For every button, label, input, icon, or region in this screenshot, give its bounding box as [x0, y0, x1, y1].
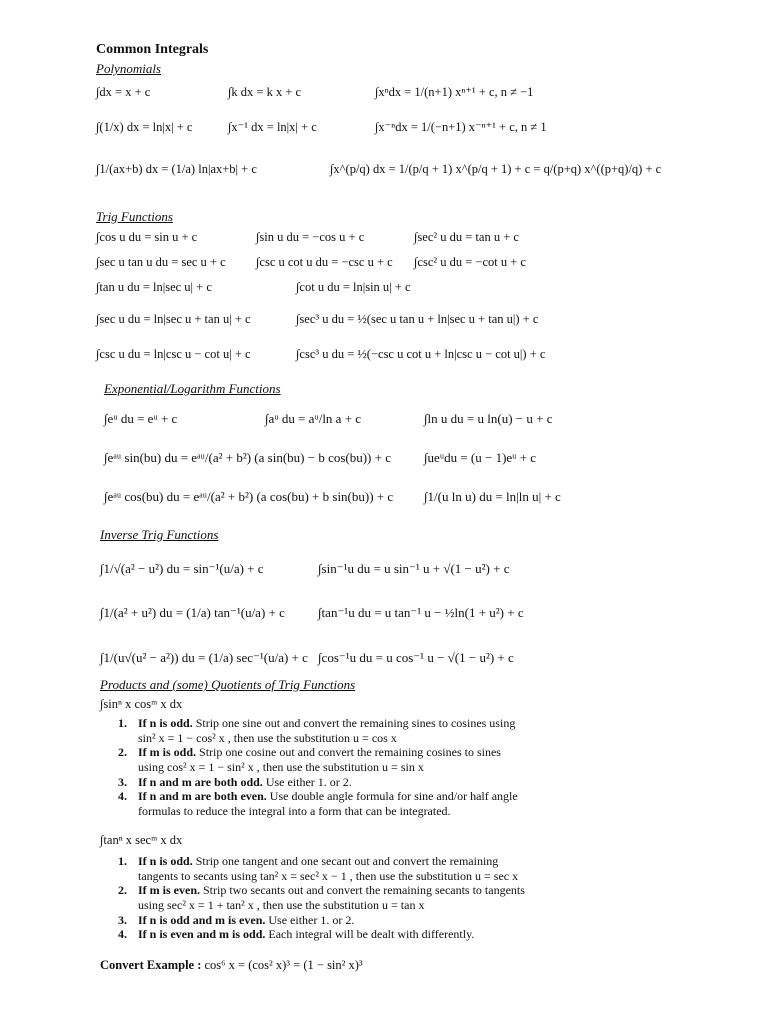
list-item: 1. If n is odd. Strip one tangent and one secant out and convert the remaining tangents to secants using tan² x = sec² x − 1 , then use the substitution u = sec x [118, 854, 519, 883]
formula: ∫cos⁻¹u du = u cos⁻¹ u − √(1 − u²) + c [318, 650, 514, 665]
page-title: Common Integrals [96, 42, 209, 57]
section-heading-explog: Exponential/Logarithm Functions [104, 381, 281, 396]
convert-example-label: Convert Example : [100, 958, 202, 972]
formula: ∫x⁻¹ dx = ln|x| + c [228, 120, 317, 134]
list-item: 4. If n and m are both even. Use double angle formula for sine and/or half angle formulas to reduce the integral into a form that can be integrated. [118, 789, 518, 818]
formula: ∫k dx = k x + c [228, 85, 302, 99]
formula: ∫csc u cot u du = −csc u + c [256, 255, 393, 269]
formula: ∫cot u du = ln|sin u| + c [296, 280, 411, 294]
formula: ∫sec u du = ln|sec u + tan u| + c [96, 312, 251, 326]
formula: ∫eᵃᵘ sin(bu) du = eᵃᵘ/(a² + b²) (a sin(bu) − b cos(bu)) + c [104, 450, 391, 465]
formula: ∫cos u du = sin u + c [96, 230, 198, 244]
formula: ∫csc³ u du = ½(−csc u cot u + ln|csc u − cot u|) + c [296, 347, 546, 361]
formula: ∫sec² u du = tan u + c [414, 230, 519, 244]
formula: ∫(1/x) dx = ln|x| + c [96, 120, 193, 134]
list-item: 2. If m is even. Strip two secants out and convert the remaining secants to tangents using sec² x = 1 + tan² x , then use the substitution u = tan x [118, 883, 525, 912]
formula: ∫csc u du = ln|csc u − cot u| + c [96, 347, 251, 361]
list-item: 3. If n is odd and m is even. Use either 1. or 2. [118, 912, 355, 927]
formula: ∫sec u tan u du = sec u + c [96, 255, 226, 269]
formula: ∫csc² u du = −cot u + c [414, 255, 526, 269]
formula: ∫x^(p/q) dx = 1/(p/q + 1) x^(p/q + 1) + c = q/(p+q) x^((p+q)/q) + c [330, 162, 662, 176]
section-heading-inverse-trig: Inverse Trig Functions [100, 527, 219, 542]
formula: ∫sec³ u du = ½(sec u tan u + ln|sec u + tan u|) + c [296, 312, 539, 326]
formula: ∫tanⁿ x secᵐ x dx [100, 833, 183, 847]
formula: ∫eᵃᵘ cos(bu) du = eᵃᵘ/(a² + b²) (a cos(bu) + b sin(bu)) + c [104, 489, 394, 504]
formula: ∫aᵘ du = aᵘ/ln a + c [265, 411, 362, 426]
formula: ∫sinⁿ x cosᵐ x dx [100, 697, 183, 711]
formula: ∫1/√(a² − u²) du = sin⁻¹(u/a) + c [100, 561, 264, 576]
formula: ∫sin u du = −cos u + c [256, 230, 365, 244]
list-item: 3. If n and m are both odd. Use either 1. or 2. [118, 774, 352, 789]
formula: ∫xⁿdx = 1/(n+1) xⁿ⁺¹ + c, n ≠ −1 [375, 85, 534, 99]
rules-list-sin-cos [118, 716, 518, 818]
formula: ∫eᵘ du = eᵘ + c [104, 411, 178, 426]
formula: ∫dx = x + c [96, 85, 151, 99]
list-item: 1. If n is odd. Strip one sine out and convert the remaining sines to cosines using sin² x = 1 − cos² x , then use the substitution u = cos x [118, 716, 516, 745]
formula: ∫1/(u ln u) du = ln|ln u| + c [424, 489, 561, 504]
formula: ∫tan u du = ln|sec u| + c [96, 280, 212, 294]
list-item: 2. If m is odd. Strip one cosine out and convert the remaining cosines to sines using cos² x = 1 − sin² x , then use the substitution u = sin x [118, 745, 501, 774]
convert-example-formula: cos⁶ x = (cos² x)³ = (1 − sin² x)³ [201, 958, 363, 972]
rules-list-tan-sec [118, 854, 525, 942]
section-heading-polynomials: Polynomials [96, 61, 161, 76]
formula: ∫sin⁻¹u du = u sin⁻¹ u + √(1 − u²) + c [318, 561, 510, 576]
formula: ∫1/(a² + u²) du = (1/a) tan⁻¹(u/a) + c [100, 605, 285, 620]
formula: ∫1/(ax+b) dx = (1/a) ln|ax+b| + c [96, 162, 257, 176]
convert-example [100, 958, 363, 973]
list-item: 4. If n is even and m is odd. Each integral will be dealt with differently. [118, 927, 475, 942]
formula: ∫1/(u√(u² − a²)) du = (1/a) sec⁻¹(u/a) + c [100, 650, 308, 665]
section-heading-trig: Trig Functions [96, 209, 173, 224]
formula: ∫ln u du = u ln(u) − u + c [424, 411, 553, 426]
formula: ∫tan⁻¹u du = u tan⁻¹ u − ½ln(1 + u²) + c [318, 605, 524, 620]
formula: ∫ueᵘdu = (u − 1)eᵘ + c [424, 450, 537, 465]
section-heading-products: Products and (some) Quotients of Trig Functions [100, 677, 356, 692]
formula: ∫x⁻ⁿdx = 1/(−n+1) x⁻ⁿ⁺¹ + c, n ≠ 1 [375, 120, 547, 134]
